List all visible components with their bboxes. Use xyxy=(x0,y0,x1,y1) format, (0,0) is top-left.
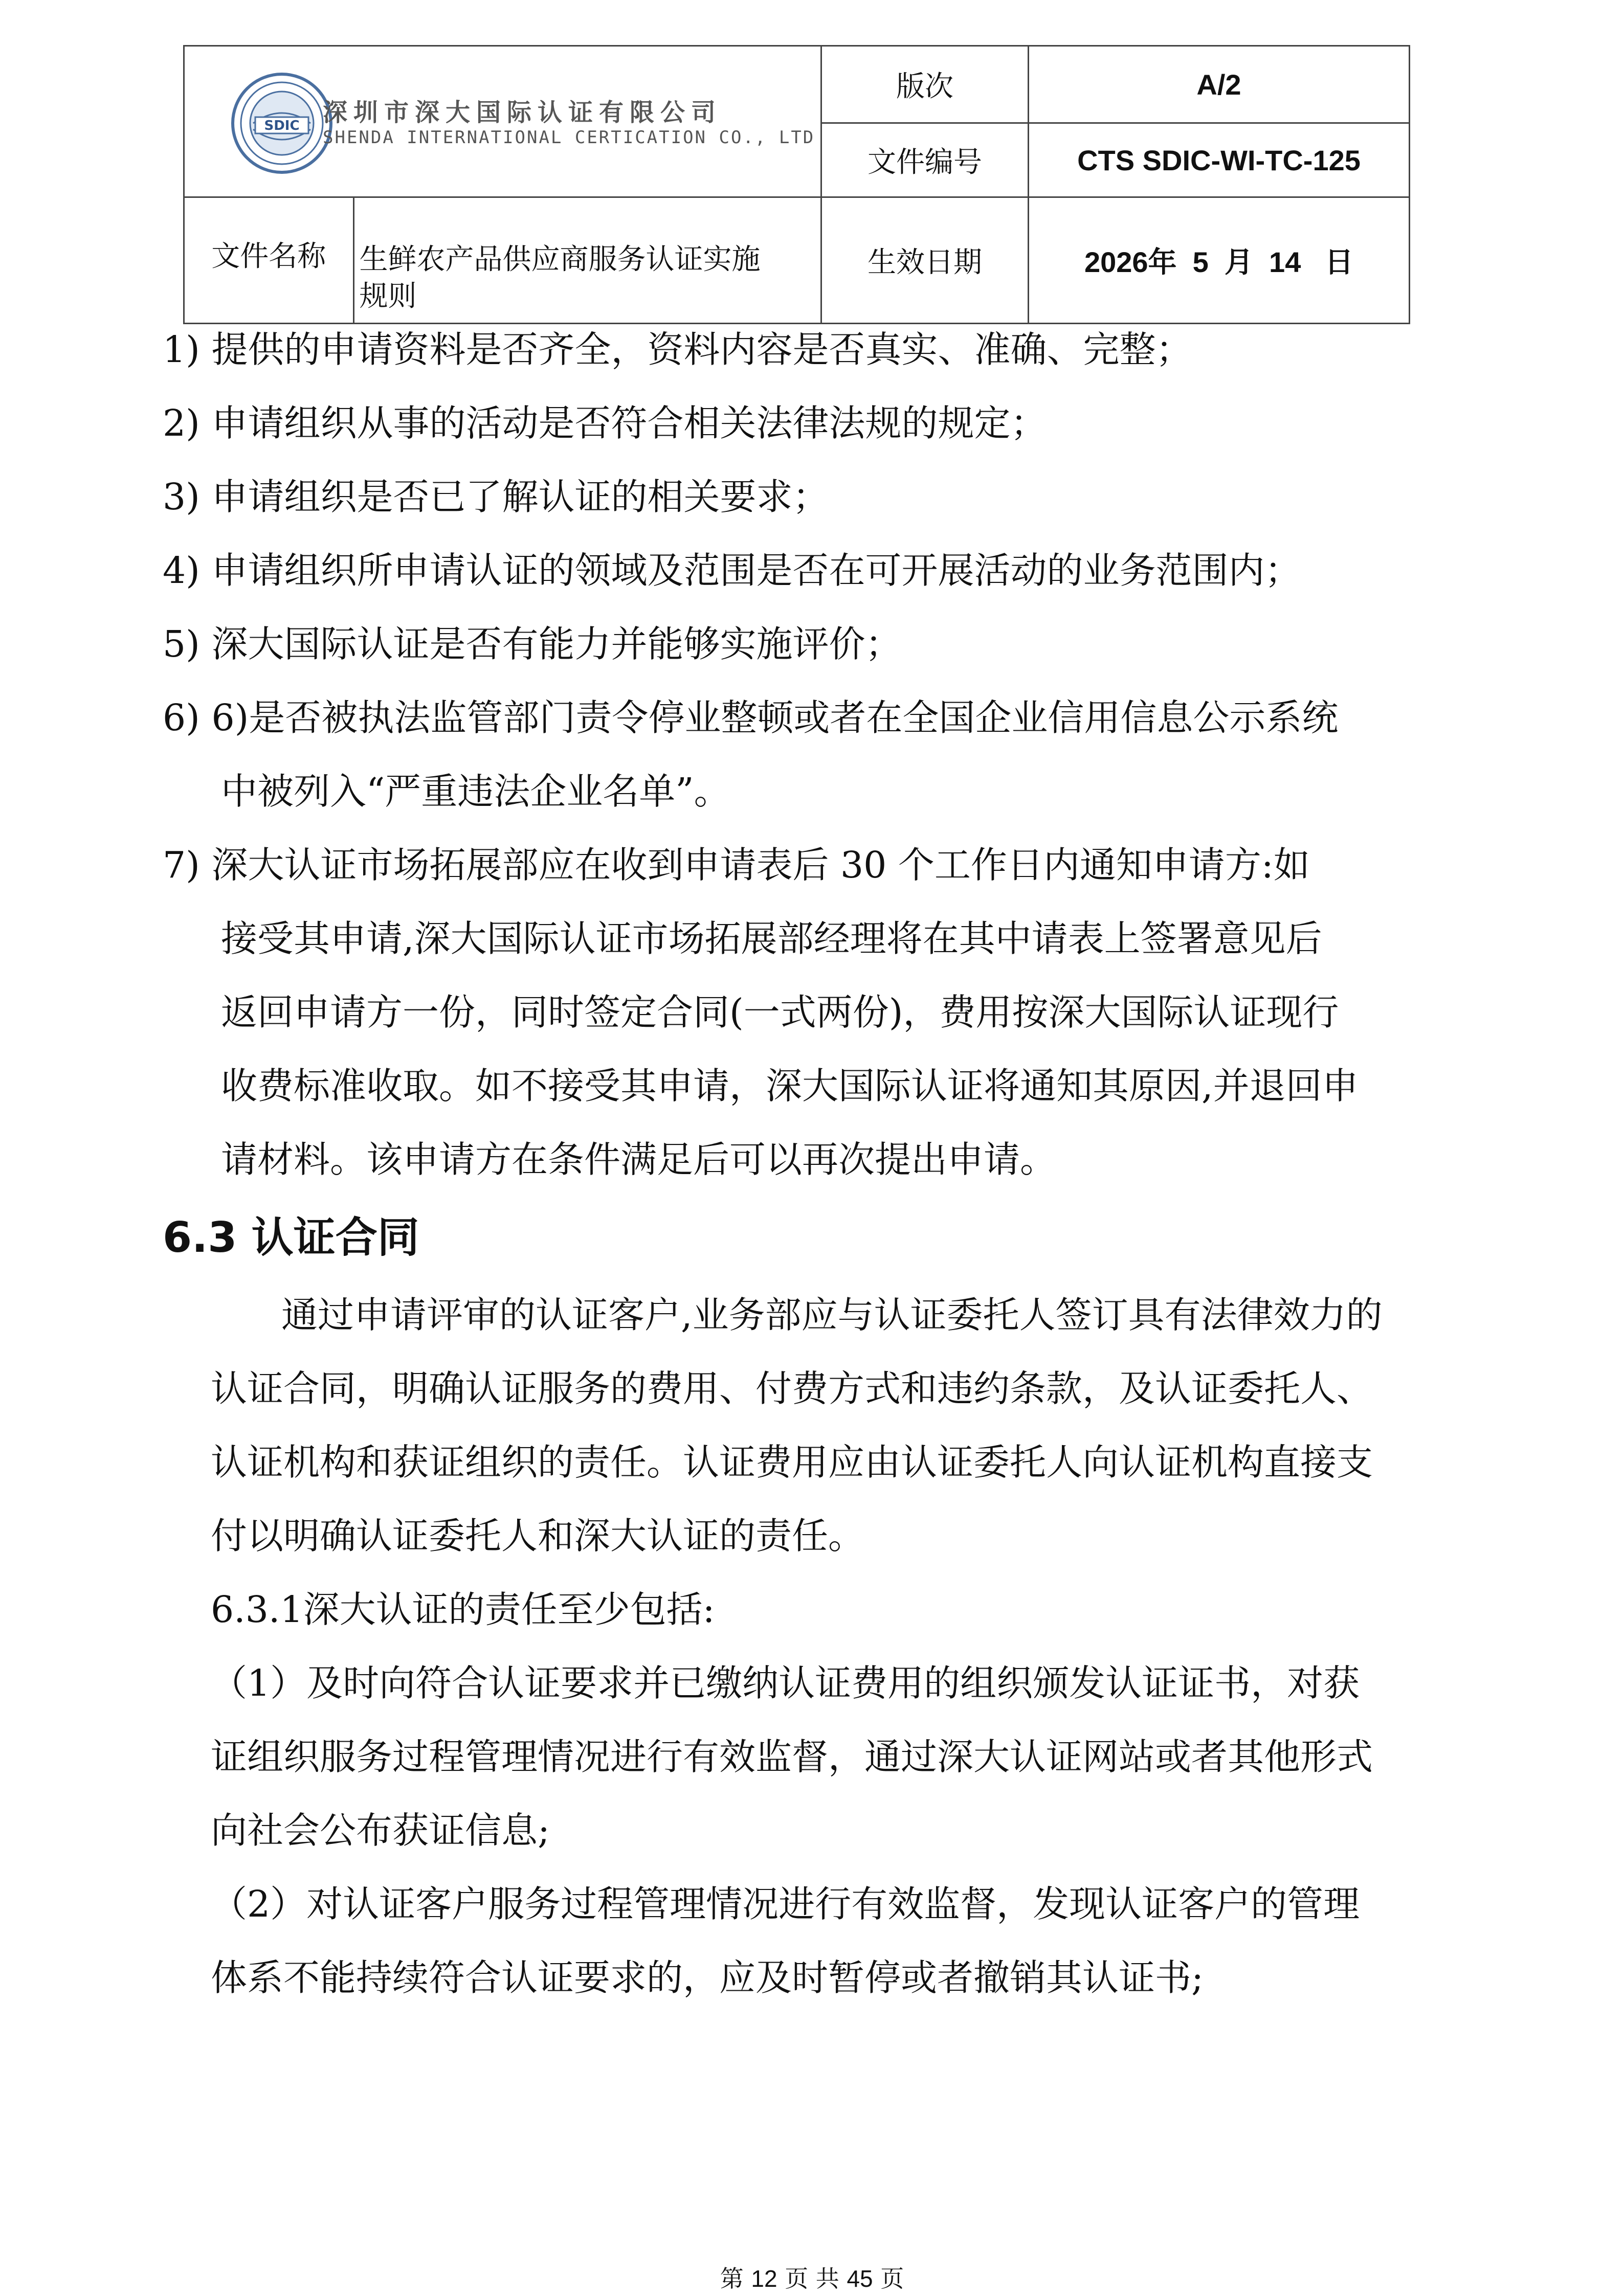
page-suffix: 页 xyxy=(880,2265,904,2292)
list-item-5: 5) 深大国际认证是否有能力并能够实施评价； xyxy=(163,623,902,665)
company-seal-icon xyxy=(231,72,333,174)
doc-name-row xyxy=(184,197,821,324)
doc-name-value xyxy=(353,198,820,323)
responsibility-1-line3: 向社会公布获证信息; xyxy=(211,1809,550,1852)
doc-number-value: CTS SDIC-WI-TC-125 xyxy=(1029,123,1410,197)
company-name-en: SHENDA INTERNATIONAL CERTICATION CO., LTD xyxy=(323,127,815,148)
list-item-4: 4) 申请组织所申请认证的领域及范围是否在可开展活动的业务范围内； xyxy=(163,549,1301,592)
list-item-7-line3: 返回申请方一份，同时签定合同(一式两份)，费用按深大国际认证现行 xyxy=(221,991,1339,1033)
list-item-7-line4: 收费标准收取。如不接受其申请，深大国际认证将通知其原因,并退回申 xyxy=(221,1065,1359,1107)
version-label: 版次 xyxy=(821,46,1029,123)
list-item-6-line1: 6) 6)是否被执法监管部门责令停业整顿或者在全国企业信用信息公示系统 xyxy=(163,696,1339,739)
page-total: 45 xyxy=(847,2265,873,2292)
paragraph-line3: 认证机构和获证组织的责任。认证费用应由认证委托人向认证机构直接支 xyxy=(211,1441,1373,1483)
list-item-7-line5: 请材料。该申请方在条件满足后可以再次提出申请。 xyxy=(221,1138,1057,1181)
list-item-6-line2: 中被列入“严重违法企业名单”。 xyxy=(221,770,730,813)
responsibility-2-line1: （2）对认证客户服务过程管理情况进行有效监督，发现认证客户的管理 xyxy=(211,1883,1360,1925)
list-item-3: 3) 申请组织是否已了解认证的相关要求； xyxy=(163,476,829,518)
page-current: 12 xyxy=(751,2265,777,2292)
logo-badge-text: SDIC xyxy=(264,118,300,133)
effective-date-value: 2026年 5 月 14 日 xyxy=(1029,197,1410,324)
logo-cell xyxy=(184,46,821,197)
responsibility-2-line2: 体系不能持续符合认证要求的，应及时暂停或者撤销其认证书; xyxy=(211,1956,1204,1999)
version-value: A/2 xyxy=(1029,46,1410,123)
list-item-2: 2) 申请组织从事的活动是否符合相关法律法规的规定； xyxy=(163,402,1047,444)
list-item-7-line1: 7) 深大认证市场拓展部应在收到申请表后 30 个工作日内通知申请方:如 xyxy=(163,844,1310,886)
page-prefix: 第 xyxy=(720,2265,744,2292)
effective-date-label: 生效日期 xyxy=(821,197,1029,324)
paragraph-line4: 付以明确认证委托人和深大认证的责任。 xyxy=(211,1515,865,1557)
doc-name-label: 文件名称 xyxy=(185,198,353,323)
list-item-1: 1) 提供的申请资料是否齐全，资料内容是否真实、准确、完整； xyxy=(163,328,1192,371)
doc-number-label: 文件编号 xyxy=(821,123,1029,197)
paragraph-line1: 通过申请评审的认证客户,业务部应与认证委托人签订具有法律效力的 xyxy=(281,1294,1383,1336)
section-heading: 6.3 认证合同 xyxy=(163,1213,419,1262)
document-header-table xyxy=(183,45,1410,324)
page-footer xyxy=(0,2260,1624,2294)
doc-name-line1: 生鲜农产品供应商服务认证实施 xyxy=(359,243,761,276)
responsibility-1-line1: （1）及时向符合认证要求并已缴纳认证费用的组织颁发认证证书，对获 xyxy=(211,1662,1360,1704)
responsibility-1-line2: 证组织服务过程管理情况进行有效监督，通过深大认证网站或者其他形式 xyxy=(211,1736,1373,1778)
page-mid: 页 共 xyxy=(785,2265,839,2292)
doc-name-line2: 规则 xyxy=(359,280,417,313)
list-item-7-line2: 接受其申请,深大国际认证市场拓展部经理将在其中请表上签署意见后 xyxy=(221,917,1322,960)
paragraph-line2: 认证合同，明确认证服务的费用、付费方式和违约条款，及认证委托人、 xyxy=(211,1367,1373,1410)
company-name-cn: 深圳市深大国际认证有限公司 xyxy=(323,98,722,127)
subsection-heading: 6.3.1深大认证的责任至少包括: xyxy=(211,1588,715,1631)
